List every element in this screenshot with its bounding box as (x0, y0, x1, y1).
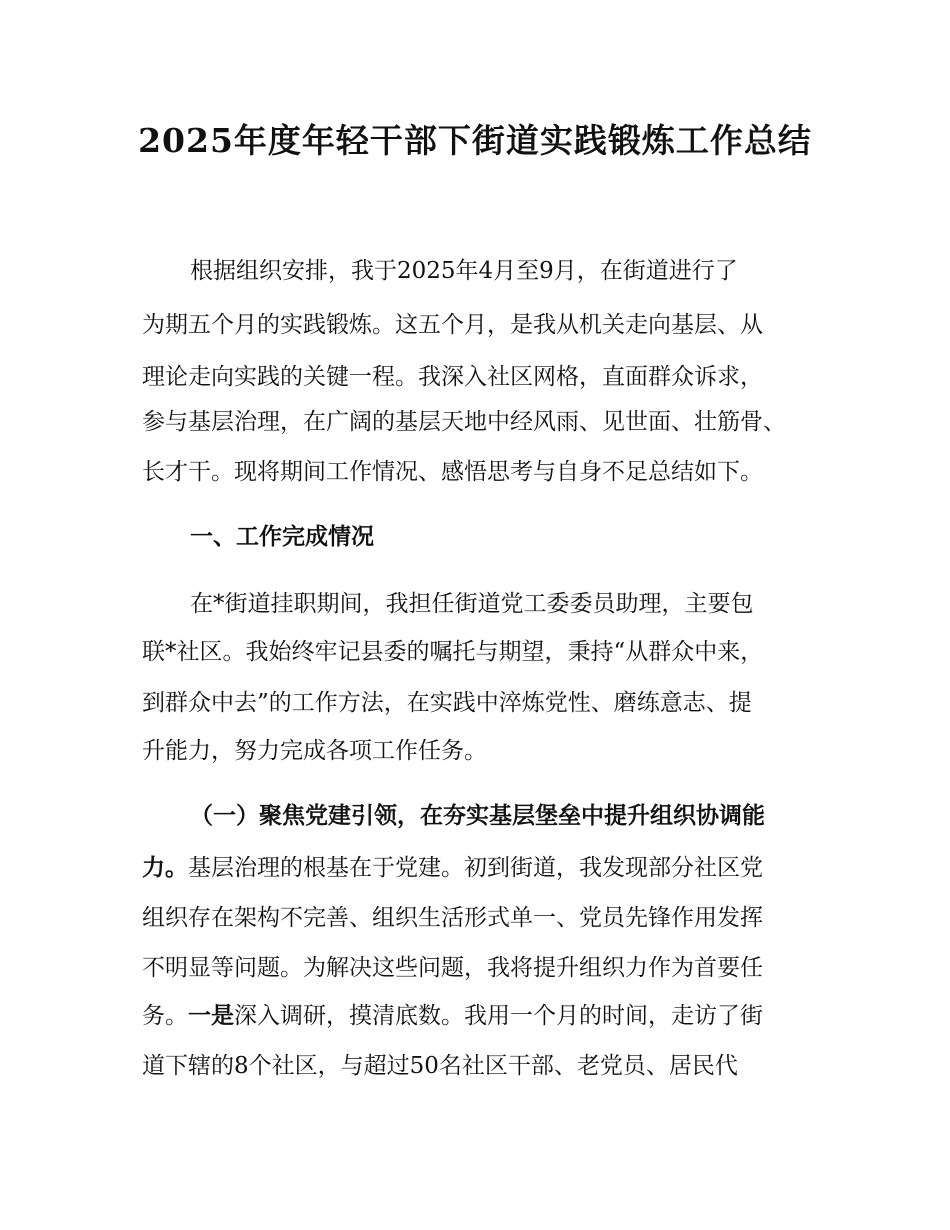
subsection1-line-5-prefix: 务。 (142, 1003, 188, 1029)
subsection1-line-2 (142, 853, 763, 883)
subsection-heading-end: 力。 (142, 855, 188, 881)
subsection1-line-3: 组织存在架构不完善、组织生活形式单一、党员先锋作用发挥 (142, 905, 763, 931)
subsection1-line-5 (142, 1001, 763, 1031)
subsection1-line-4: 不明显等问题。为解决这些问题，我将提升组织力作为首要任 (142, 955, 763, 981)
intro-line-3: 理论走向实践的关键一程。我深入社区网格，直面群众诉求， (142, 364, 763, 390)
section1-line-2: 联*社区。我始终牢记县委的嘱托与期望，秉持“从群众中来， (142, 639, 764, 665)
section1-line-4: 升能力，努力完成各项工作任务。 (142, 738, 487, 764)
subsection1-line-6: 道下辖的8个社区，与超过50名社区干部、老党员、居民代 (142, 1053, 738, 1079)
intro-line-2: 为期五个月的实践锻炼。这五个月，是我从机关走向基层、从 (142, 312, 763, 338)
intro-line-4: 参与基层治理，在广阔的基层天地中经风雨、见世面、壮筋骨、 (142, 409, 786, 435)
subsection1-line-5-text: 深入调研，摸清底数。我用一个月的时间，走访了街 (234, 1003, 763, 1029)
intro-line-5: 长才干。现将期间工作情况、感悟思考与自身不足总结如下。 (142, 459, 763, 485)
section-heading-1: 一、工作完成情况 (190, 524, 374, 550)
intro-line-1: 根据组织安排，我于2025年4月至9月，在街道进行了 (190, 258, 738, 284)
subsection-heading-1: （一）聚焦党建引领，在夯实基层堡垒中提升组织协调能 (190, 803, 765, 829)
section1-line-3: 到群众中去”的工作方法，在实践中淬炼党性、磨练意志、提 (142, 690, 752, 716)
subsection1-line-2-text: 基层治理的根基在于党建。初到街道，我发现部分社区党 (188, 855, 763, 881)
document-title: 2025年度年轻干部下街道实践锻炼工作总结 (138, 121, 812, 160)
point-one-label: 一是 (188, 1003, 234, 1029)
section1-line-1: 在*街道挂职期间，我担任街道党工委委员助理，主要包 (190, 591, 754, 617)
